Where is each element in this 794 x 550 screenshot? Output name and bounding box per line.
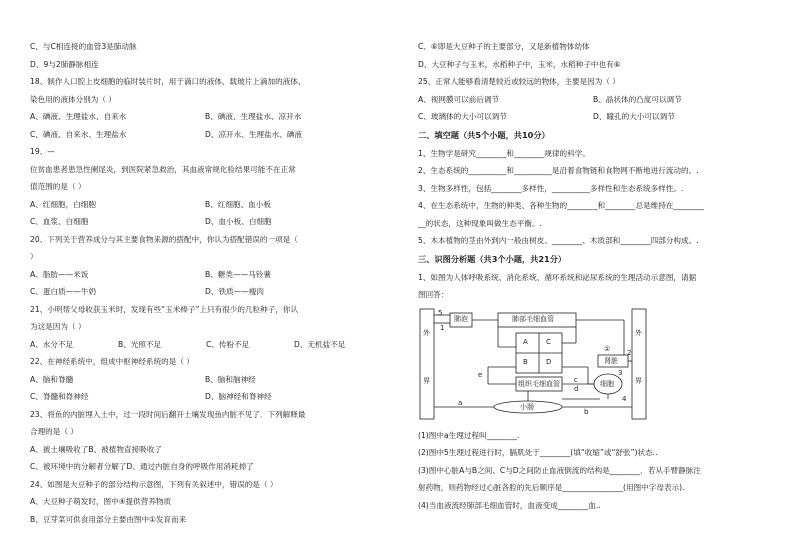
option-d: D、脑神经和脊神经 <box>205 392 272 401</box>
text-line: D、大豆种子与玉米，水稻种子中，玉米，水稻种子中也有⑥ <box>418 59 621 69</box>
q19-options-row <box>30 196 400 214</box>
text-line: 合理的是（ ） <box>30 427 78 436</box>
option-a: A、碘液、生理盐水、自来水 <box>30 112 127 121</box>
q19-options-row <box>30 213 400 231</box>
option-a: A、视网膜可以前后调节 <box>418 94 500 104</box>
diagram-question: 1、如图为人体呼吸系统、消化系统、循环系统和泌尿系统的生理活动示意图，请据 <box>418 272 697 282</box>
text-line: D、9与2肺静脉相连 <box>30 59 99 69</box>
q25-options-row <box>418 91 788 109</box>
label-n5: 5 <box>438 308 443 317</box>
fill-question: 3、生物多样性，包括________多样性，__________多样性和生态系统多样性。. <box>418 183 684 193</box>
text-line: __的状态，这种现象叫做生态平衡。. <box>418 218 542 228</box>
question-19: 19、— <box>30 147 55 156</box>
label-alveoli: 肺泡 <box>454 314 468 323</box>
question-20: 20、下列关于营养成分与其主要食物来源的搭配中，你认为搭配错误的一项是（ <box>30 234 298 244</box>
option-b: B、红细胞、血小板 <box>205 199 271 209</box>
q21-options-row <box>30 336 400 354</box>
label-kidney-unit: ① <box>604 344 611 353</box>
fill-question: 2、生态系统的__________和__________是沿着食物链和食物网不断地进行流动的。. <box>418 166 699 175</box>
option-a: A、脂肪——米饭 <box>30 269 89 279</box>
option-a: A、脑和脊髓 <box>30 374 74 384</box>
text-line: B、豆芽菜可供食用部分主要由图中①发育而来 <box>30 514 187 524</box>
fill-question: 5、木本植物的茎由外到内一般由树皮、________、木质部和________四部分构成。. <box>418 236 699 245</box>
text-line: 染色用的液体分别为（ ） <box>30 94 116 104</box>
sub-question: (4)当血液流经肺部毛细血管时，血液变成________血.. <box>418 500 601 510</box>
sub-question: (1)图中a生理过程叫________. <box>418 430 520 440</box>
section-title-diagram: 三、识图分析题（共3个小题，共21分） <box>418 253 567 264</box>
option-c: C、蛋白质——牛奶 <box>30 287 97 296</box>
text-line: 值范围的是（ ） <box>30 182 86 191</box>
label-cell: 细胞 <box>600 379 614 388</box>
question-24: 24、如图是大豆种子的部分结构示意图，下列有关叙述中，错误的是（ ） <box>30 479 278 489</box>
label-lung-capillaries: 肺部毛细血管 <box>512 314 554 323</box>
sub-question: (3)图中心脏A与B之间、C与D之间防止血液倒流的结构是________．若从手臂静脉注 <box>418 465 701 475</box>
option-c: C、血浆、白细胞 <box>30 217 89 226</box>
q20-options-row <box>30 283 400 301</box>
option-c: C、碘液、自来水、生理盐水 <box>30 129 127 139</box>
label-e: e <box>478 370 483 379</box>
text-line: 射药物，则药物经过心脏各腔的先后顺序是________________(用图中字母表示). <box>418 483 685 492</box>
label-n4: 4 <box>622 394 627 403</box>
text-line: ） <box>30 252 38 261</box>
label-small-intestine: 小肠 <box>520 402 534 411</box>
text-line: A、被土壤吸收了B、被植物直接吸收了 <box>30 444 162 454</box>
option-c: C、脊髓和脊神经 <box>30 392 89 401</box>
option-d: D、瞳孔的大小可以调节 <box>593 112 675 121</box>
q22-options-row <box>30 371 400 389</box>
label-d: d <box>574 384 579 393</box>
text-line: 位贫血患者患急性阑尾炎，到医院紧急救治，其血液常规化验结果可能不在正常 <box>30 164 296 174</box>
option-a: A、红细胞，白细胞 <box>30 199 96 209</box>
sub-question: (2)图中5生理过程进行时，膈肌处于________(填“收缩”或“舒张”)状态.. <box>418 448 658 457</box>
option-c: C、玻璃体的大小可以调节 <box>418 112 507 121</box>
option-d: D、无机盐不足 <box>294 339 346 349</box>
label-outside-left: 外 <box>423 328 430 337</box>
label-chamber-c: C <box>546 337 551 346</box>
q22-options-row <box>30 388 400 406</box>
option-a: A、水分不足 <box>30 339 74 349</box>
question-22: 22、在神经系统中，组成中枢神经系统的是（ ） <box>30 357 194 366</box>
text-line: 图回答： <box>418 290 449 299</box>
label-b: b <box>584 407 589 416</box>
option-b: B、碘液、生理盐水、凉开水 <box>205 112 302 121</box>
question-25: 25、正常人能够看清楚较近或较远的物体，主要是因为（ ） <box>418 77 620 86</box>
option-c: C、传粉不足 <box>206 339 250 349</box>
option-b: B、糖类——马铃薯 <box>205 269 271 279</box>
label-n3: 3 <box>618 368 623 377</box>
label-chamber-a: A <box>523 337 528 346</box>
label-env-right: 界 <box>635 376 642 385</box>
option-b: B、脑和脑神经 <box>205 374 256 384</box>
label-chamber-d: D <box>546 357 552 366</box>
text-line: C、⑥即是大豆种子的主要部分，又是新植物体幼体 <box>418 42 590 51</box>
label-chamber-b: B <box>523 357 528 366</box>
label-tissue-capillaries: 组织毛细血管 <box>518 379 560 388</box>
fill-question: 1、生物学是研究________和________规律的科学。 <box>418 148 590 158</box>
question-18: 18、制作人口腔上皮细胞的临时装片时，用于滴口的液体、载玻片上滴加的液体、 <box>30 77 306 86</box>
text-line: 为这是因为（ ） <box>30 322 86 331</box>
option-d: D、血小板、白细胞 <box>205 217 272 226</box>
q25-options-row <box>418 108 788 126</box>
physiology-diagram <box>418 307 648 423</box>
question-23: 23、将鱼的内脏埋入土中，过一段时间后翻开土壤发现鱼内脏不见了．下列解释最 <box>30 409 306 419</box>
option-b: B、光照不足 <box>118 339 162 349</box>
label-c: c <box>574 375 578 384</box>
text-line: C、与C相连接的血管3是肺动脉 <box>30 42 137 51</box>
text-line: A、大豆种子萌发时，图中④提供营养物质 <box>30 497 172 506</box>
q20-options-row <box>30 266 400 284</box>
text-line: C、被环境中的分解者分解了D、通过内脏自身的呼吸作用消耗掉了 <box>30 462 254 471</box>
q18-options-row <box>30 126 400 144</box>
q18-options-row <box>30 108 400 126</box>
right-column <box>418 38 788 514</box>
label-n2: 2 <box>627 348 632 357</box>
fill-question: 4、在生态系统中，生物的种类、各种生物的________和________总是维持在________ <box>418 201 704 210</box>
label-outside-right: 外 <box>635 328 642 337</box>
label-env-left: 界 <box>423 376 430 385</box>
left-column <box>30 38 400 528</box>
label-n1: 1 <box>440 323 445 332</box>
option-b: B、晶状体的凸度可以调节 <box>593 94 682 104</box>
option-d: D、铁质——瘦肉 <box>205 287 265 296</box>
label-a: a <box>458 398 463 407</box>
section-title-fill-in: 二、填空题（共5个小题，共10分） <box>418 129 550 140</box>
option-d: D、凉开水、生理盐水、碘液 <box>205 129 302 139</box>
label-kidney: 肾脏 <box>604 356 618 365</box>
question-21: 21、小明帮父母收获玉米时，发现有些“玉米棒子”上只有很少的几粒种子，你认 <box>30 304 299 314</box>
